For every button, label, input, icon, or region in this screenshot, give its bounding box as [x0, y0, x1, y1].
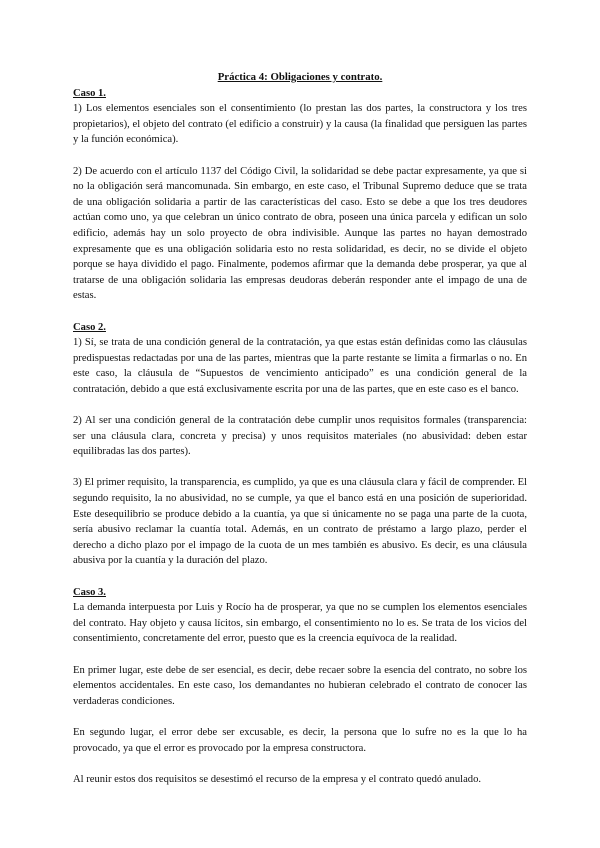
spacer	[73, 148, 527, 164]
page-title: Práctica 4: Obligaciones y contrato.	[217, 71, 383, 83]
spacer	[73, 569, 527, 585]
case-2-answer-1: 1) Sí, se trata de una condición general de la contratación, ya que estas están definidas como las cláusulas predispuestas redactadas por una de las partes, mientras que la parte restante se limita a firmarlas o no. En este caso, la cláusula de “Supuestos de vencimiento anticipado” es una condición general de la contratación, debido a que está exclusivamente escrita por una de las partes, que en este caso es el banco.	[73, 337, 527, 395]
case-2-answer-2: 2) Al ser una condición general de la contratación debe cumplir unos requisitos formales (transparencia: ser una cláusula clara, concreta y precisa) y unos requisitos materiales (no abusividad: deben estar equilibradas las dos partes).	[73, 415, 527, 458]
spacer	[73, 709, 527, 725]
case-3-paragraph-4: Al reunir estos dos requisitos se desestimó el recurso de la empresa y el contrato quedó anulado.	[73, 773, 482, 785]
spacer	[73, 397, 527, 413]
spacer	[73, 756, 527, 772]
spacer	[73, 304, 527, 320]
case-2-answer-3: 3) El primer requisito, la transparencia, es cumplido, ya que es una cláusula clara y fácil de comprender. El segundo requisito, la no abusividad, no se cumple, ya que el banco está en una posición de superioridad. Este desequilibrio se produce debido a la cuantía, ya que si únicamente no se paga una parte de la cuota, sería abusivo reclamar la cuantía total. Además, en un contrato de préstamo a largo plazo, perder el derecho a dicho plazo por el impago de la cuota de un mes también es abusivo. Es decir, es una cláusula abusiva por la cuantía y la duración del plazo.	[73, 477, 527, 567]
case-3-paragraph-3: En segundo lugar, el error debe ser excusable, es decir, la persona que lo sufre no es la que lo ha provocado, ya que el error es provocado por la empresa constructora.	[73, 726, 527, 754]
case-3-heading: Caso 3.	[73, 586, 106, 598]
case-1-heading: Caso 1.	[73, 87, 106, 99]
case-1-answer-2: 2) De acuerdo con el artículo 1137 del Código Civil, la solidaridad se debe pactar expresamente, ya que si no la obligación será mancomunada. Sin embargo, en este caso, el Tribunal Supremo deduce que se trata de una obligación solidaria a partir de las características del caso. Esto se debe a que los tres deudores actúan como uno, ya que celebran un único contrato de obra, poseen una única parcela y edifican un solo edificio, además hay un solo proyecto de obra indivisible. Aunque las partes no hayan demostrado expresamente que es una obligación solidaria esto no resta solidaridad, es decir, no se divide el objeto porque se haya dividido el pago. Finalmente, podemos afirmar que la demanda debe prosperar, ya que al tratarse de una obligación solidaria las empresas deudoras deberán responder ante el impago de una de estas.	[73, 165, 527, 302]
spacer	[73, 460, 527, 476]
spacer	[73, 647, 527, 663]
case-3-paragraph-1: La demanda interpuesta por Luis y Rocío ha de prosperar, ya que no se cumplen los elementos esenciales del contrato. Hay objeto y causa lícitos, sin embargo, el consentimiento no lo es. Se trata de los vicios del consentimiento, concretamente del error, puesto que es la creencia equívoca de la realidad.	[73, 602, 527, 645]
case-2-heading: Caso 2.	[73, 321, 106, 333]
case-3-paragraph-2: En primer lugar, este debe de ser esencial, es decir, debe recaer sobre la esencia del contrato, no sobre los elementos accidentales. En este caso, los demandantes no hubieran celebrado el contrato de conocer las verdaderas condiciones.	[73, 664, 527, 707]
case-1-answer-1: 1) Los elementos esenciales son el consentimiento (lo prestan las dos partes, la constructora y los tres propietarios), el objeto del contrato (el edificio a construir) y la causa (la finalidad que persiguen las partes y la función económica).	[73, 103, 527, 146]
